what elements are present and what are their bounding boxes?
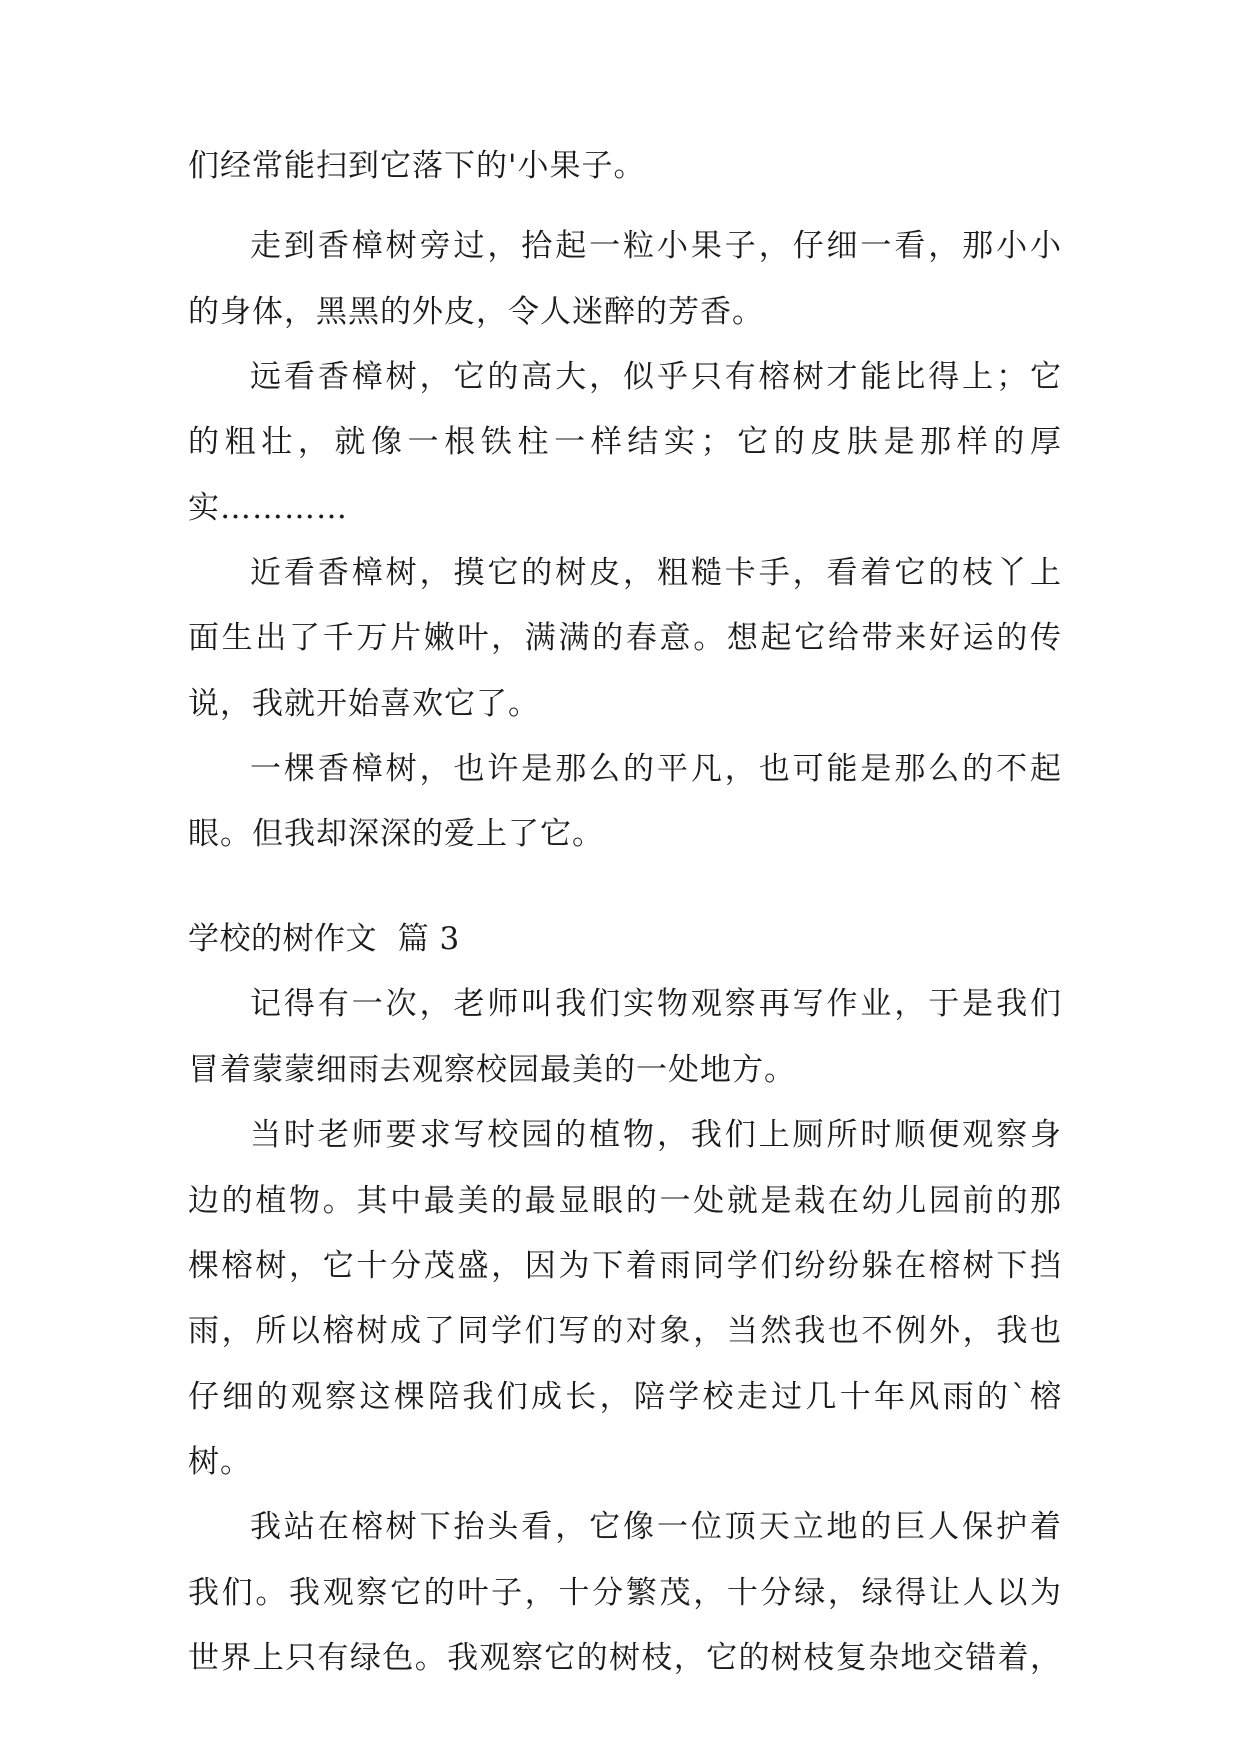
text-line: 们经常能扫到它落下的'小果子。 [188, 148, 646, 184]
section-heading: 学校的树作文 篇 3 [188, 921, 460, 957]
text-line: 我站在榕树下抬头看，它像一位顶天立地的巨人保护着 [250, 1509, 1062, 1545]
text-line: 走到香樟树旁过，拾起一粒小果子，仔细一看，那小小 [250, 228, 1062, 264]
text-line: 边的植物。其中最美的最显眼的一处就是栽在幼儿园前的那 [188, 1183, 1062, 1219]
text-line: 面生出了千万片嫩叶，满满的春意。想起它给带来好运的传 [188, 620, 1062, 656]
text-line: 冒着蒙蒙细雨去观察校园最美的一处地方。 [188, 1052, 796, 1088]
text-line: 棵榕树，它十分茂盛，因为下着雨同学们纷纷躲在榕树下挡 [188, 1248, 1062, 1284]
text-line: 眼。但我却深深的爱上了它。 [188, 816, 604, 852]
text-line: 世界上只有绿色。我观察它的树枝，它的树枝复杂地交错着， [188, 1640, 1062, 1676]
text-line: 仔细的观察这棵陪我们成长，陪学校走过几十年风雨的`榕 [188, 1379, 1062, 1415]
text-line: 说，我就开始喜欢它了。 [188, 686, 540, 722]
text-line: 当时老师要求写校园的植物，我们上厕所时顺便观察身 [250, 1117, 1062, 1153]
text-line: 的身体，黑黑的外皮，令人迷醉的芳香。 [188, 294, 764, 330]
text-line: 树。 [188, 1444, 252, 1480]
text-line: 我们。我观察它的叶子，十分繁茂，十分绿，绿得让人以为 [188, 1575, 1062, 1611]
text-line: 实………… [188, 490, 348, 526]
text-line: 雨，所以榕树成了同学们写的对象，当然我也不例外，我也 [188, 1313, 1062, 1349]
text-line: 记得有一次，老师叫我们实物观察再写作业，于是我们 [250, 986, 1062, 1022]
text-line: 远看香樟树，它的高大，似乎只有榕树才能比得上；它 [250, 359, 1062, 395]
text-line: 近看香樟树，摸它的树皮，粗糙卡手，看着它的枝丫上 [250, 555, 1062, 591]
text-line: 的粗壮，就像一根铁柱一样结实；它的皮肤是那样的厚 [188, 424, 1062, 460]
text-line: 一棵香樟树，也许是那么的平凡，也可能是那么的不起 [250, 751, 1062, 787]
